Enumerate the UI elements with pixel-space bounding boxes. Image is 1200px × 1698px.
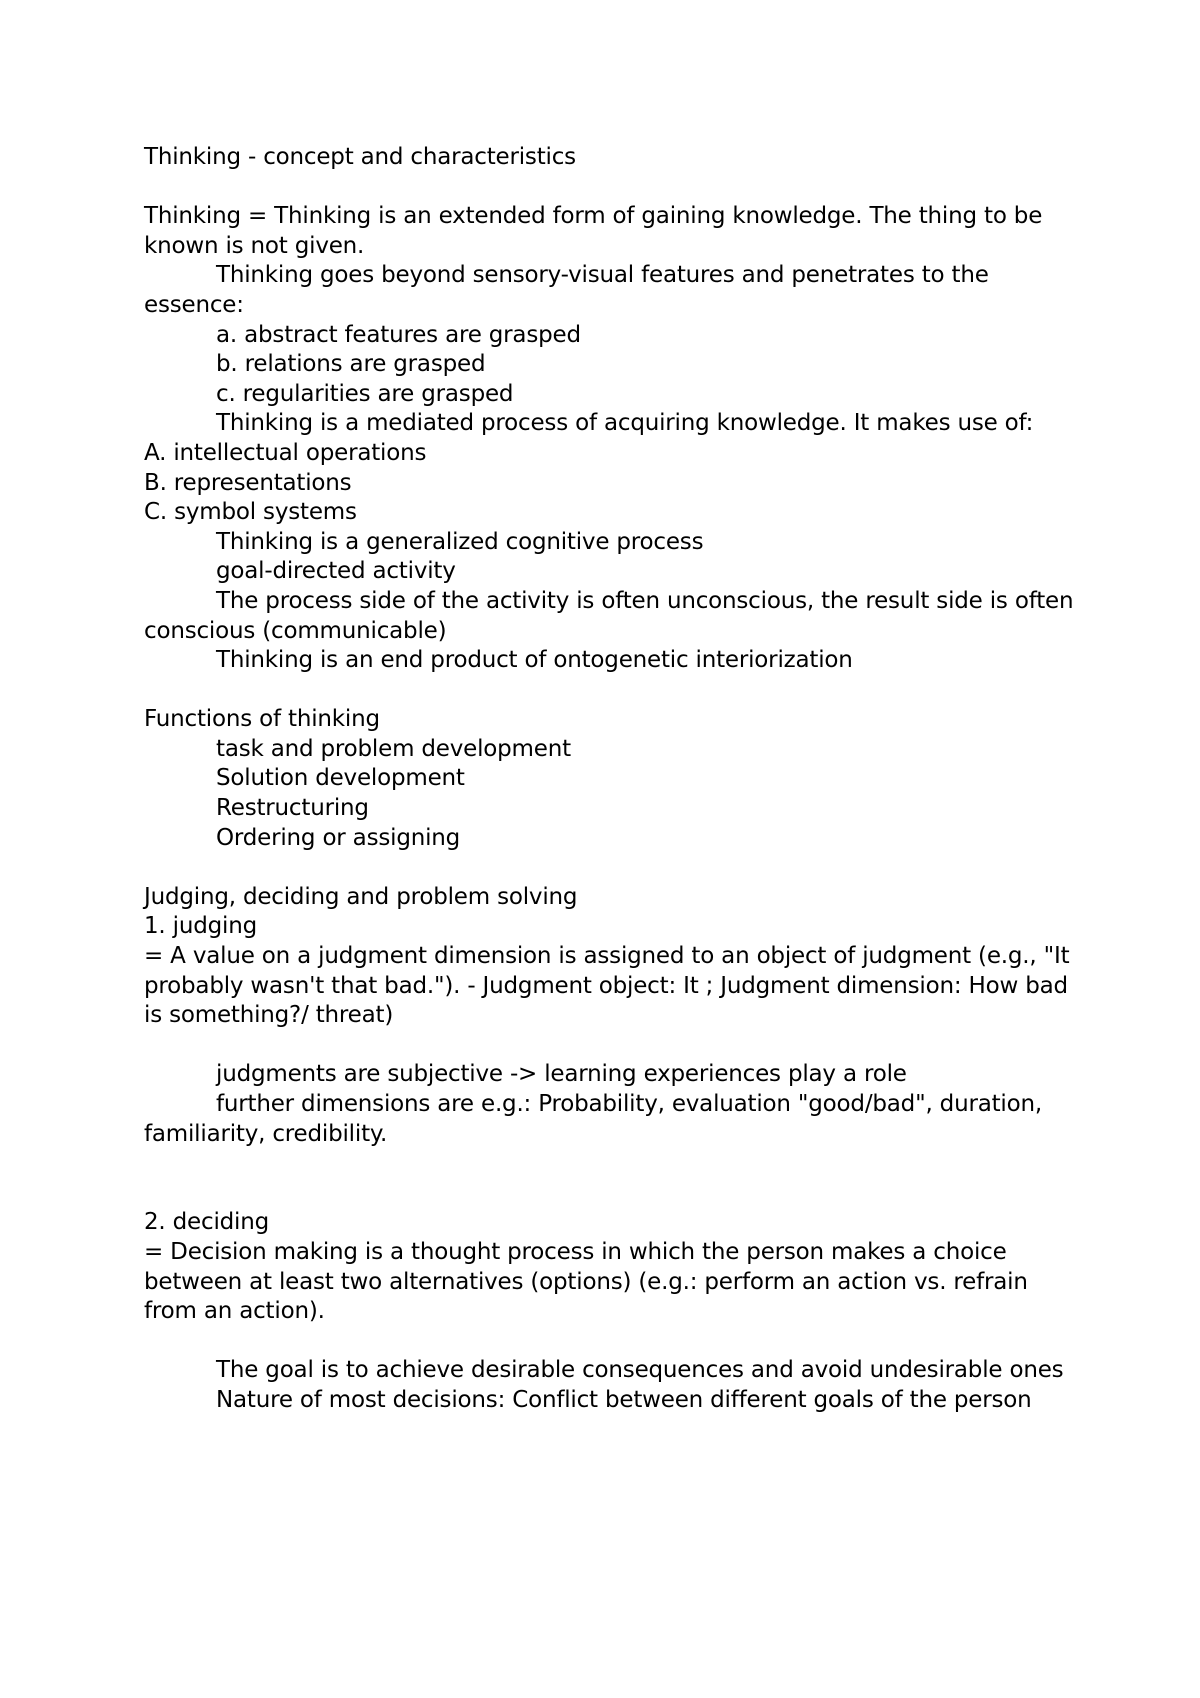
spacer xyxy=(144,1031,1074,1061)
thinking-mediated: Thinking is a mediated process of acquiring knowledge. It makes use of: xyxy=(216,410,1034,437)
function-item: Solution development xyxy=(216,765,465,792)
judging-subjective: judgments are subjective -> learning experiences play a role xyxy=(216,1061,907,1088)
deciding-goal: The goal is to achieve desirable consequences and avoid undesirable ones xyxy=(216,1357,1064,1384)
function-item: Ordering or assigning xyxy=(216,824,461,851)
function-item: Restructuring xyxy=(216,795,369,822)
use-item: A. intellectual operations xyxy=(144,439,427,466)
spacer xyxy=(144,173,1074,203)
section-heading-functions: Functions of thinking xyxy=(144,706,380,733)
thinking-generalized: Thinking is a generalized cognitive process xyxy=(216,528,704,555)
deciding-title: 2. deciding xyxy=(144,1209,270,1236)
thinking-beyond: Thinking goes beyond sensory-visual features and penetrates to the essence: xyxy=(144,262,989,318)
spacer xyxy=(144,676,1074,706)
section-heading-judging: Judging, deciding and problem solving xyxy=(144,883,578,910)
use-item: C. symbol systems xyxy=(144,499,357,526)
spacer xyxy=(144,853,1074,883)
spacer xyxy=(144,1327,1074,1357)
deciding-definition: = Decision making is a thought process in which the person makes a choice between at least two alternatives (options) (e.g.: perform an action vs. refrain from an action). xyxy=(144,1238,1028,1325)
spacer xyxy=(144,1149,1074,1208)
thinking-goal-directed: goal-directed activity xyxy=(216,558,456,585)
thinking-end-product: Thinking is an end product of ontogenetic interiorization xyxy=(216,647,853,674)
judging-definition: = A value on a judgment dimension is assigned to an object of judgment (e.g., "It probably wasn't that bad."). - Judgment object: It ; Judgment dimension: How bad is something?/ threat) xyxy=(144,943,1070,1029)
document-body xyxy=(144,143,1074,1416)
use-item: B. representations xyxy=(144,469,352,496)
function-item: task and problem development xyxy=(216,735,571,762)
judging-title: 1. judging xyxy=(144,913,257,940)
thinking-process-side: The process side of the activity is often unconscious, the result side is often conscious (communicable) xyxy=(144,587,1074,644)
feature-item: c. regularities are grasped xyxy=(216,380,514,407)
thinking-definition: Thinking = Thinking is an extended form of gaining knowledge. The thing to be known is not given. xyxy=(144,203,1043,259)
deciding-nature: Nature of most decisions: Conflict between different goals of the person xyxy=(216,1386,1032,1413)
feature-item: a. abstract features are grasped xyxy=(216,321,581,348)
section-heading-thinking: Thinking - concept and characteristics xyxy=(144,144,576,170)
judging-dimensions: further dimensions are e.g.: Probability, evaluation "good/bad", duration, familiarity, credibility. xyxy=(144,1091,1042,1147)
feature-item: b. relations are grasped xyxy=(216,351,486,378)
